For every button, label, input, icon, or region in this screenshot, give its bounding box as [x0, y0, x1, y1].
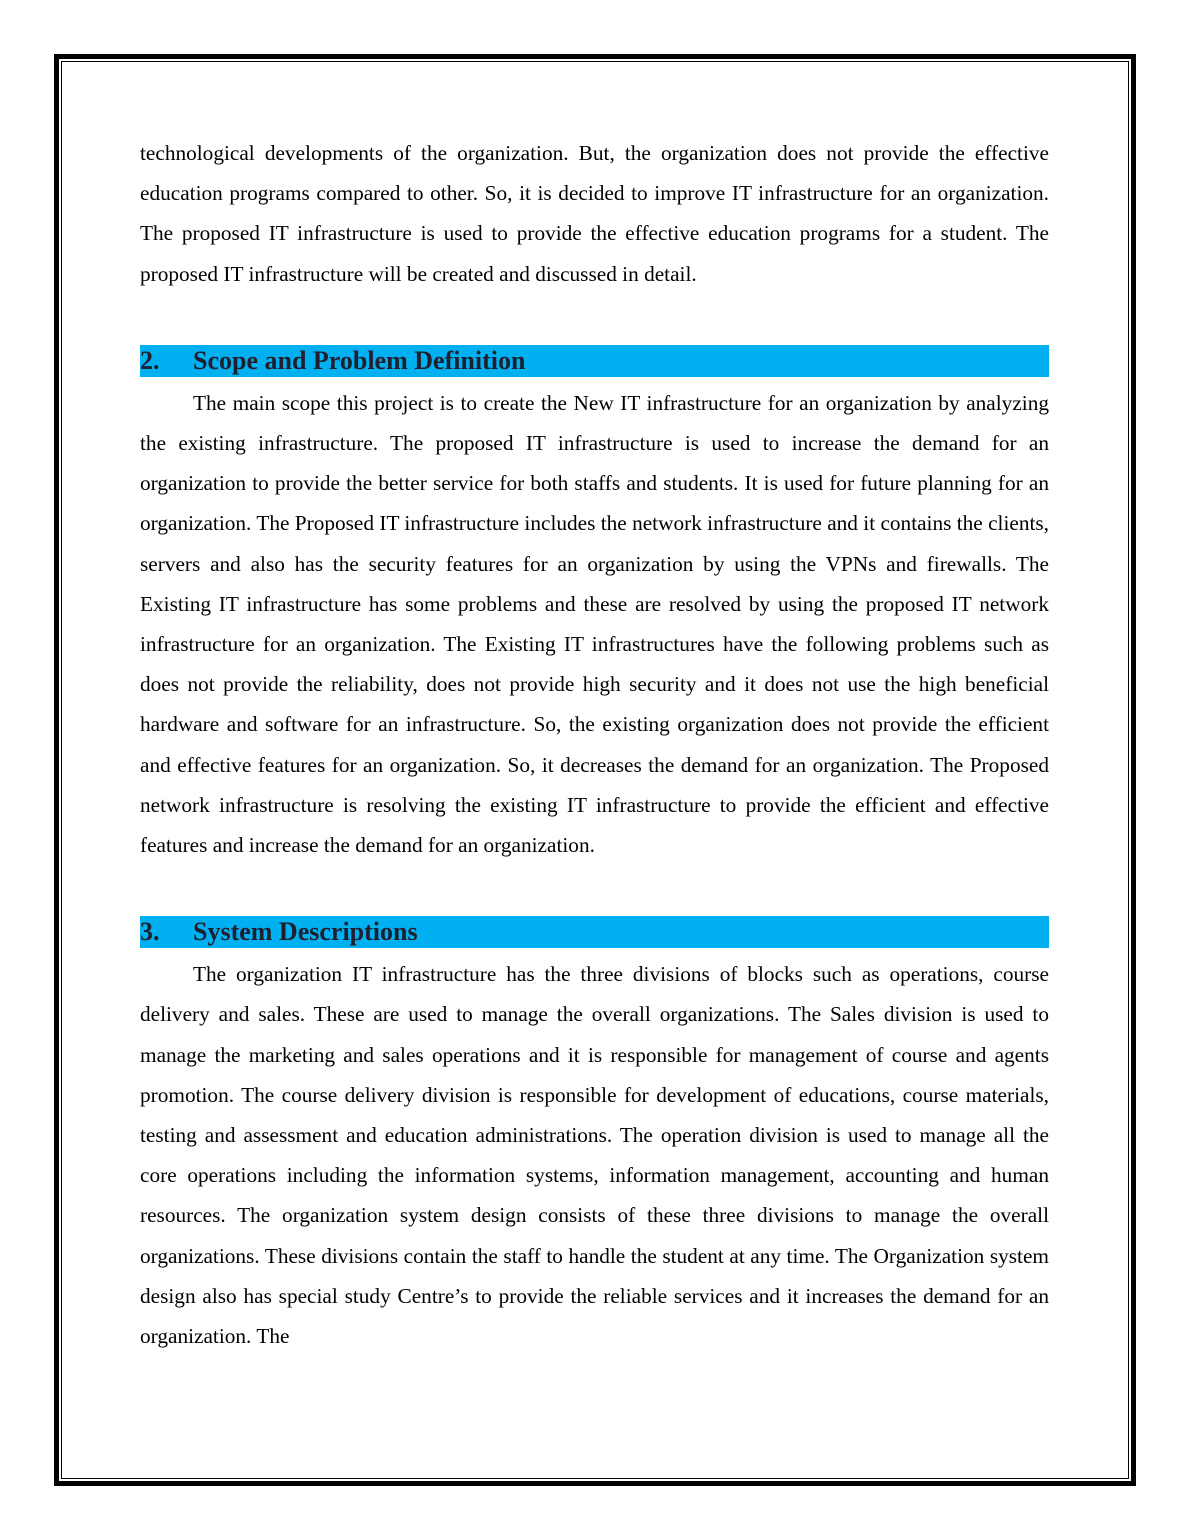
section-heading-scope [140, 345, 1049, 377]
page-content [140, 133, 1049, 1356]
section-body-scope: The main scope this project is to create the New IT infrastructure for an organization by analyzing the existing infrastructure. The proposed IT infrastructure is used to increase the demand for an organization to provide the better service for both staffs and students. It is used for future planning for an organization. The Proposed IT infrastructure includes the network infrastructure and it contains the clients, servers and also has the security features for an organization by using the VPNs and firewalls. The Existing IT infrastructure has some problems and these are resolved by using the proposed IT network infrastructure for an organization. The Existing IT infrastructures have the following problems such as does not provide the reliability, does not provide high security and it does not use the high beneficial hardware and software for an infrastructure. So, the existing organization does not provide the efficient and effective features for an organization. So, it decreases the demand for an organization. The Proposed network infrastructure is resolving the existing IT infrastructure to provide the efficient and effective features and increase the demand for an organization. [140, 390, 1049, 858]
section-body-system: The organization IT infrastructure has the three divisions of blocks such as operations, course delivery and sales. These are used to manage the overall organizations. The Sales division is used to manage the marketing and sales operations and it is responsible for management of course and agents promotion. The course delivery division is responsible for development of educations, course materials, testing and assessment and education administrations. The operation division is used to manage all the core operations including the information systems, information management, accounting and human resources. The organization system design consists of these three divisions to manage the overall organizations. These divisions contain the staff to handle the student at any time. The Organization system design also has special study Centre’s to provide the reliable services and it increases the demand for an organization. The [140, 962, 1049, 1349]
section-title: Scope and Problem Definition [193, 345, 526, 375]
section-heading-system [140, 916, 1049, 948]
intro-paragraph: technological developments of the organization. But, the organization does not provide the effective education programs compared to other. So, it is decided to improve IT infrastructure for an organization. The proposed IT infrastructure is used to provide the effective education programs for a student. The proposed IT infrastructure will be created and discussed in detail. [140, 141, 1049, 286]
section-title: System Descriptions [193, 917, 418, 947]
section-number: 3. [140, 917, 160, 947]
section-number: 2. [140, 345, 160, 375]
